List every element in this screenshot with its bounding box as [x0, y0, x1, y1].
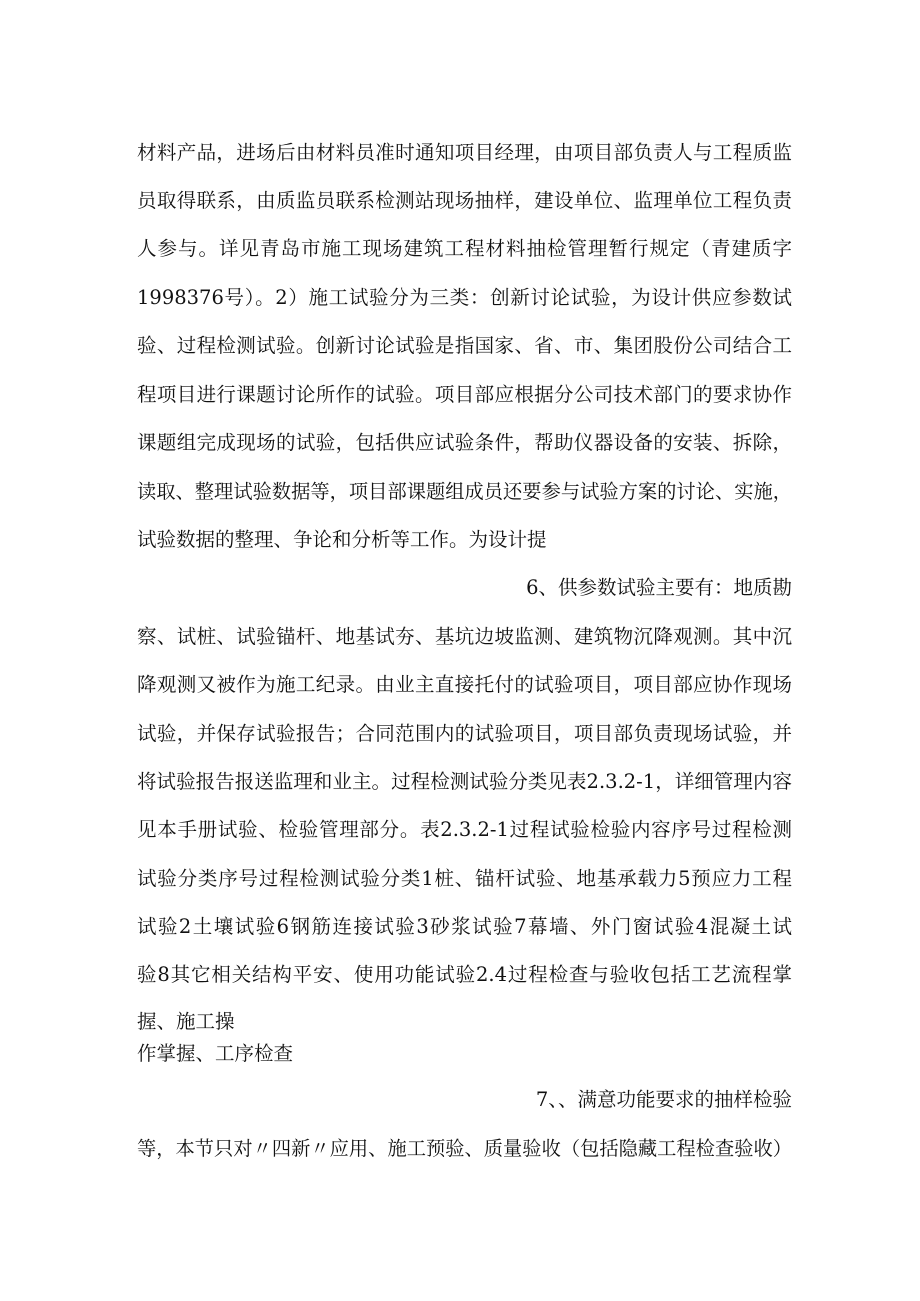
text-line: 试验2土壤试验6钢筋连接试验3砂浆试验7幕墙、外门窗试验4混凝土试: [137, 915, 792, 938]
text-line: 程项目进行课题讨论所作的试验。项目部应根据分公司技术部门的要求协作: [137, 383, 792, 406]
text-line: 见本手册试验、检验管理部分。表2.3.2-1过程试验检验内容序号过程检测: [137, 818, 792, 841]
text-line: 试验分类序号过程检测试验分类1桩、锚杆试验、地基承载力5预应力工程: [137, 867, 792, 890]
text-line: 员取得联系，由质监员联系检测站现场抽样，建设单位、监理单位工程负责: [137, 189, 792, 212]
text-line: 试验数据的整理、争论和分析等工作。为设计提: [137, 528, 547, 551]
text-line: 将试验报告报送监理和业主。过程检测试验分类见表2.3.2-1，详细管理内容: [137, 770, 792, 793]
text-line: 人参与。详见青岛市施工现场建筑工程材料抽检管理暂行规定（青建质字: [137, 237, 792, 260]
text-line: 验、过程检测试验。创新讨论试验是指国家、省、市、集团股份公司结合工: [137, 334, 792, 357]
text-line: 材料产品，进场后由材料员准时通知项目经理，由项目部负责人与工程质监: [137, 141, 792, 164]
text-line: 试验，并保存试验报告；合同范围内的试验项目，项目部负责现场试验，并: [137, 722, 792, 745]
text-line: 察、试桩、试验锚杆、地基试夯、基坑边坡监测、建筑物沉降观测。其中沉: [137, 625, 792, 648]
text-line: 降观测又被作为施工纪录。由业主直接托付的试验项目，项目部应协作现场: [137, 673, 792, 696]
text-line: 验8其它相关结构平安、使用功能试验2.4过程检查与验收包括工艺流程掌: [137, 963, 792, 986]
text-line: 等，本节只对〃四新〃应用、施工预验、质量验收（包括隐藏工程检查验收）: [137, 1137, 792, 1160]
text-line: 课题组完成现场的试验，包括供应试验条件，帮助仪器设备的安装、拆除，: [137, 431, 792, 454]
section-heading: 6、供参数试验主要有：地质勘: [526, 576, 792, 599]
text-line: 作掌握、工序检查: [137, 1042, 294, 1065]
text-line: 1998376号）。2）施工试验分为三类：创新讨论试验，为设计供应参数试: [137, 286, 792, 309]
text-line: 握、施工操: [137, 1010, 235, 1033]
section-heading: 7、、满意功能要求的抽样检验: [535, 1088, 792, 1111]
text-line: 读取、整理试验数据等，项目部课题组成员还要参与试验方案的讨论、实施，: [137, 480, 792, 503]
